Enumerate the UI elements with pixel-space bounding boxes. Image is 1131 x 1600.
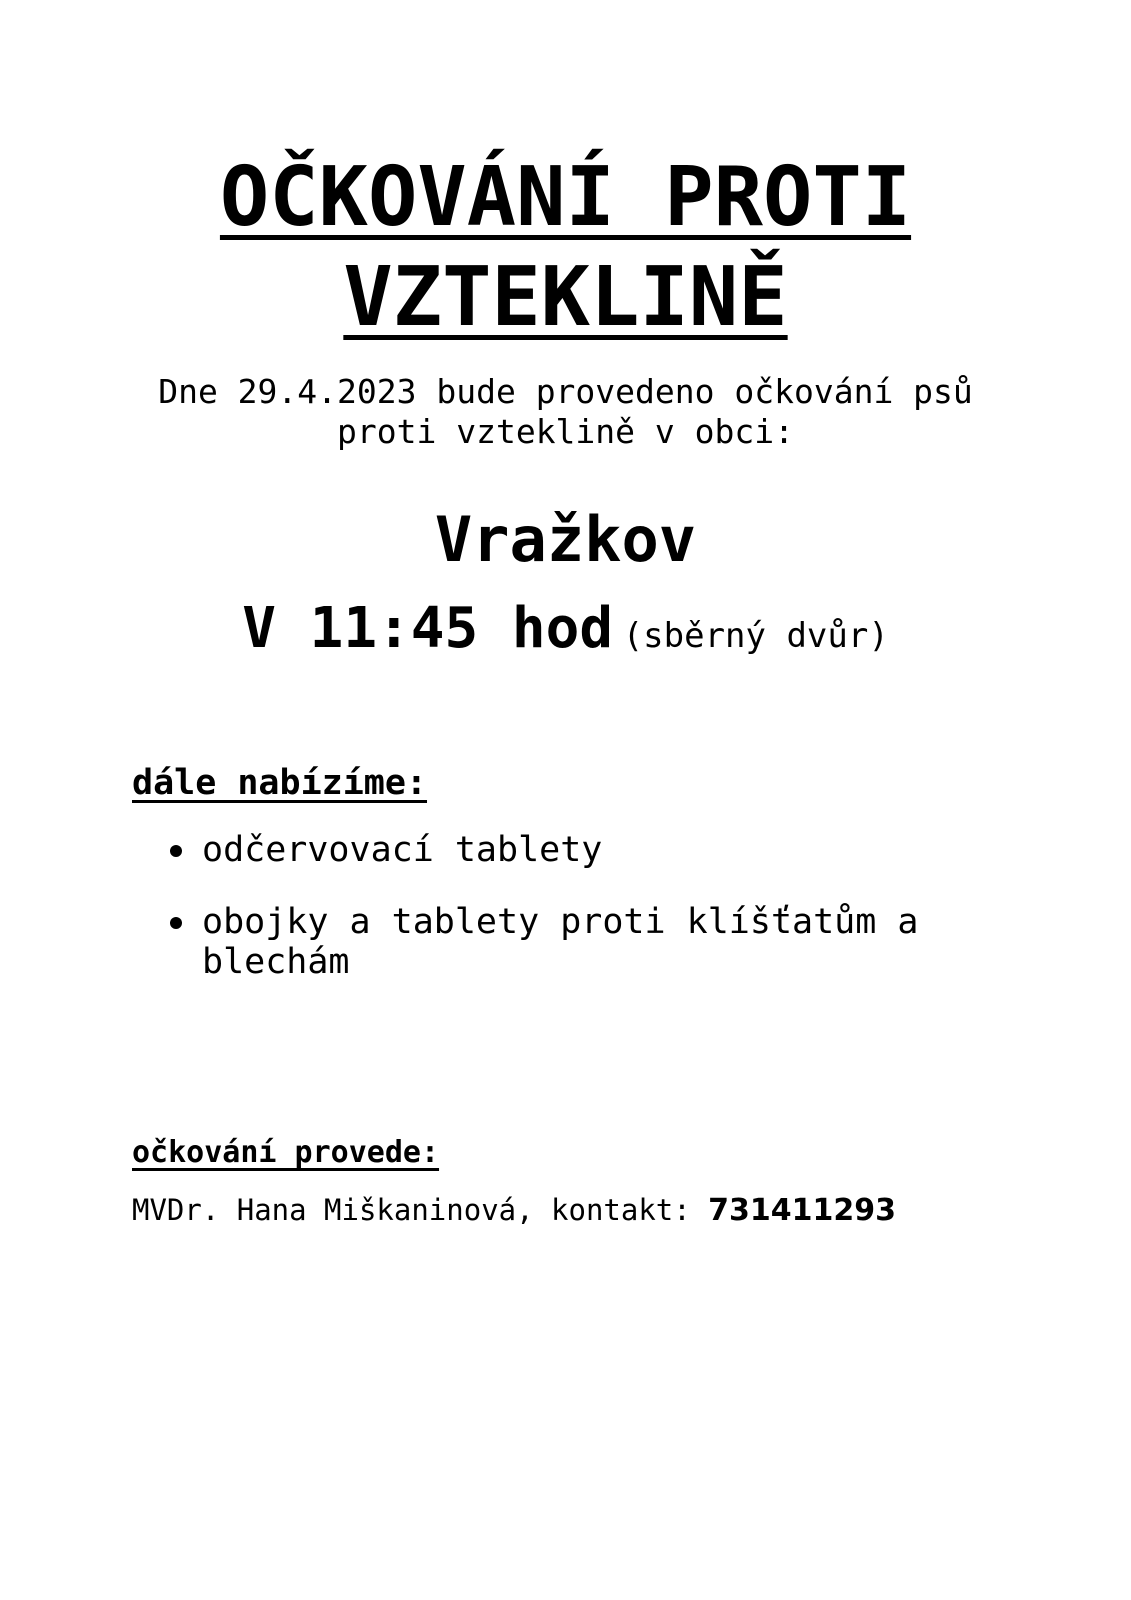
intro-line-1: Dne 29.4.2023 bude provedeno očkování psů xyxy=(158,372,973,411)
list-item xyxy=(160,830,1020,870)
list-item xyxy=(160,902,1020,982)
phone-number: 731411293 xyxy=(708,1193,897,1228)
intro-line-2: proti vzteklině v obci: xyxy=(337,412,794,451)
time-place: (sběrný dvůr) xyxy=(622,616,889,656)
title-line-1: OČKOVÁNÍ PROTI xyxy=(219,150,912,245)
list-item-text: obojky a tablety proti klíšťatům a blechám xyxy=(202,902,919,982)
vet-contact-text: MVDr. Hana Miškaninová, kontakt: xyxy=(132,1193,709,1227)
vet-contact xyxy=(132,1190,896,1231)
bullet-icon xyxy=(170,917,182,929)
time-main: V 11:45 hod xyxy=(242,596,614,661)
list-item-text: odčervovací tablety xyxy=(202,830,603,870)
intro-text xyxy=(0,372,1131,452)
vet-heading: očkování provede: xyxy=(132,1135,440,1170)
offer-heading: dále nabízíme: xyxy=(132,763,428,803)
title-line-2: VZTEKLINĚ xyxy=(343,250,788,345)
time-line xyxy=(0,594,1131,677)
village-name: Vražkov xyxy=(434,503,697,576)
offer-list xyxy=(160,830,1020,1014)
bullet-icon xyxy=(170,845,182,857)
